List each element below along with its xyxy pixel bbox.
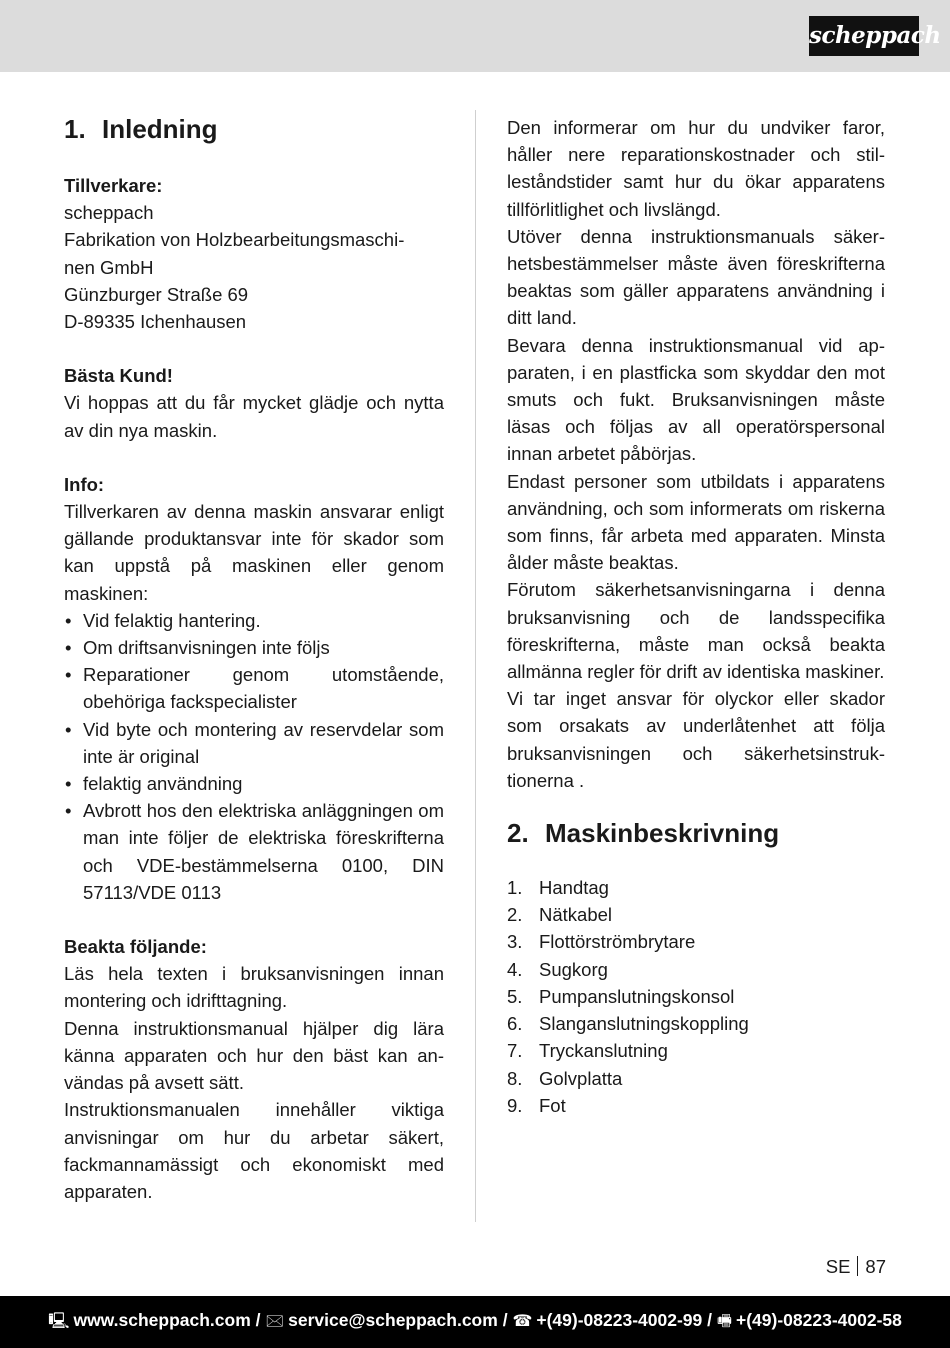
footer-email[interactable]: service@scheppach.com	[288, 1310, 498, 1330]
body-paragraph: Utöver denna instruktionsmanuals säkerhetsbestämmelser måste även föreskrifterna beaktas som gäller apparatens användning i ditt land.	[507, 225, 885, 329]
list-item	[507, 901, 885, 928]
info-text: Tillverkaren av denna maskin ansvarar enligt gällande produktansvar inte för skador som kan uppstå på maskinen eller genom maskinen:	[64, 501, 444, 604]
section-heading-inledning	[64, 114, 444, 144]
customer-text: Vi hoppas att du får mycket glädje och nytta av din nya maskin.	[64, 392, 444, 441]
heading-number: 2.	[507, 818, 529, 849]
list-item: • Om driftsanvisningen inte följs	[64, 634, 444, 661]
section-heading-maskinbeskrivning	[507, 818, 885, 848]
heading-number: 1.	[64, 114, 86, 144]
list-item	[507, 956, 885, 983]
address-line: nen GmbH	[64, 256, 154, 278]
list-item	[507, 1010, 885, 1037]
item-number: 9.	[507, 1094, 523, 1116]
mail-icon: 🖂	[265, 1313, 285, 1330]
page-number	[826, 1256, 886, 1278]
item-number: 2.	[507, 904, 523, 926]
list-item	[507, 1092, 885, 1119]
item-number: 8.	[507, 1067, 523, 1089]
list-item: • Reparationer genom utomstående, obehöriga fackspecialister	[64, 661, 444, 715]
item-number: 6.	[507, 1013, 523, 1035]
item-label: Golvplatta	[539, 1067, 623, 1089]
note-label: Beakta följande:	[64, 936, 207, 958]
body-paragraph: Endast personer som utbildats i apparatens användning, och som informerats om riskerna som finns, får arbeta med apparaten. Minsta ålder måste beaktas.	[507, 470, 885, 574]
left-column	[64, 114, 444, 1205]
heading-title: Inledning	[102, 114, 218, 144]
item-number: 3.	[507, 931, 523, 953]
page-num: 87	[865, 1256, 886, 1277]
list-item	[507, 1037, 885, 1064]
list-item	[507, 874, 885, 901]
list-item: • Vid felaktig hantering.	[64, 607, 444, 634]
body-paragraph: Den informerar om hur du undviker faror, håller nere reparationskostnader och stilleståndstider samt hur du ökar apparatens tillförlitlighet och livslängd.	[507, 117, 885, 220]
computer-icon: 🖳	[48, 1313, 70, 1330]
customer-label: Bästa Kund!	[64, 365, 173, 387]
item-label: Handtag	[539, 877, 609, 899]
phone-icon: ☎	[512, 1313, 533, 1330]
item-label: Sugkorg	[539, 958, 608, 980]
footer-separator: /	[502, 1310, 508, 1330]
item-label: Tryckanslutning	[539, 1040, 668, 1062]
language-code: SE	[825, 1256, 851, 1277]
item-label: Slanganslutningskoppling	[539, 1013, 749, 1035]
item-label: Fot	[539, 1094, 566, 1116]
note-paragraph: Instruktionsmanualen innehåller viktiga anvisningar om hur du arbetar säkert, fackmannamässigt och ekonomiskt med apparaten.	[64, 1099, 444, 1202]
item-label: Flottörströmbrytare	[539, 931, 696, 953]
info-label: Info:	[64, 473, 105, 495]
footer-phone: +(49)-08223-4002-99	[536, 1310, 703, 1330]
body-paragraph: Vi tar inget ansvar för olyckor eller skador som orsakats av underlåtenhet att följa bruksanvisningen och säkerhetsinstruktionerna .	[507, 688, 885, 791]
list-item	[507, 1065, 885, 1092]
item-number: 1.	[507, 877, 523, 899]
manufacturer-label: Tillverkare:	[64, 175, 163, 196]
parts-list	[507, 874, 885, 1119]
item-number: 7.	[507, 1040, 523, 1062]
footer-separator: /	[707, 1310, 713, 1330]
item-label: Pumpanslutningskonsol	[539, 985, 735, 1007]
column-divider	[475, 110, 476, 1222]
item-number: 5.	[507, 985, 523, 1007]
note-paragraph: Läs hela texten i bruksanvisningen innan montering och idrifttagning.	[64, 963, 444, 1012]
scheppach-logo: scheppach	[809, 16, 919, 56]
list-item: • Avbrott hos den elektriska anläggningen om man inte följer de elektriska föreskrifterna och VDE-bestämmelserna 0100, DIN 57113/VDE 0113	[64, 797, 444, 906]
manufacturer-address	[64, 199, 444, 335]
note-paragraph: Denna instruktionsmanual hjälper dig lära känna apparaten och hur den bäst kan användas på avsett sätt.	[64, 1017, 444, 1094]
footer-bar	[0, 1296, 950, 1348]
address-line: scheppach	[64, 202, 154, 224]
list-item	[507, 983, 885, 1010]
list-item: • felaktig användning	[64, 770, 444, 797]
address-line: Fabrikation von Holzbearbeitungsmaschi-	[64, 229, 405, 251]
info-bullet-list	[64, 607, 444, 906]
divider	[857, 1256, 858, 1276]
body-paragraph: Bevara denna instruktionsmanual vid apparaten, i en plastficka som skyddar den mot smuts och fukt. Bruksanvisningen måste läsas och följas av all operatörspersonal innan arbetet påbörjas.	[507, 334, 885, 465]
item-number: 4.	[507, 958, 523, 980]
address-line: D-89335 Ichenhausen	[64, 311, 247, 333]
body-paragraph: Förutom säkerhetsanvisningarna i denna bruksanvisning och de landsspecifika föreskrifterna, måste man också beakta allmänna regler för drift av identiska maskiner.	[507, 579, 885, 683]
footer-fax: +(49)-08223-4002-58	[736, 1310, 902, 1330]
list-item: • Vid byte och montering av reservdelar som inte är original	[64, 716, 444, 770]
heading-title: Maskinbeskrivning	[545, 818, 780, 849]
fax-icon: 🖷	[716, 1313, 732, 1330]
address-line: Günzburger Straße 69	[64, 283, 249, 305]
footer-separator: /	[255, 1310, 261, 1330]
right-column	[507, 114, 885, 1119]
footer-website[interactable]: www.scheppach.com	[73, 1310, 251, 1330]
item-label: Nätkabel	[539, 904, 613, 926]
list-item	[507, 928, 885, 955]
header-bar	[0, 0, 950, 72]
